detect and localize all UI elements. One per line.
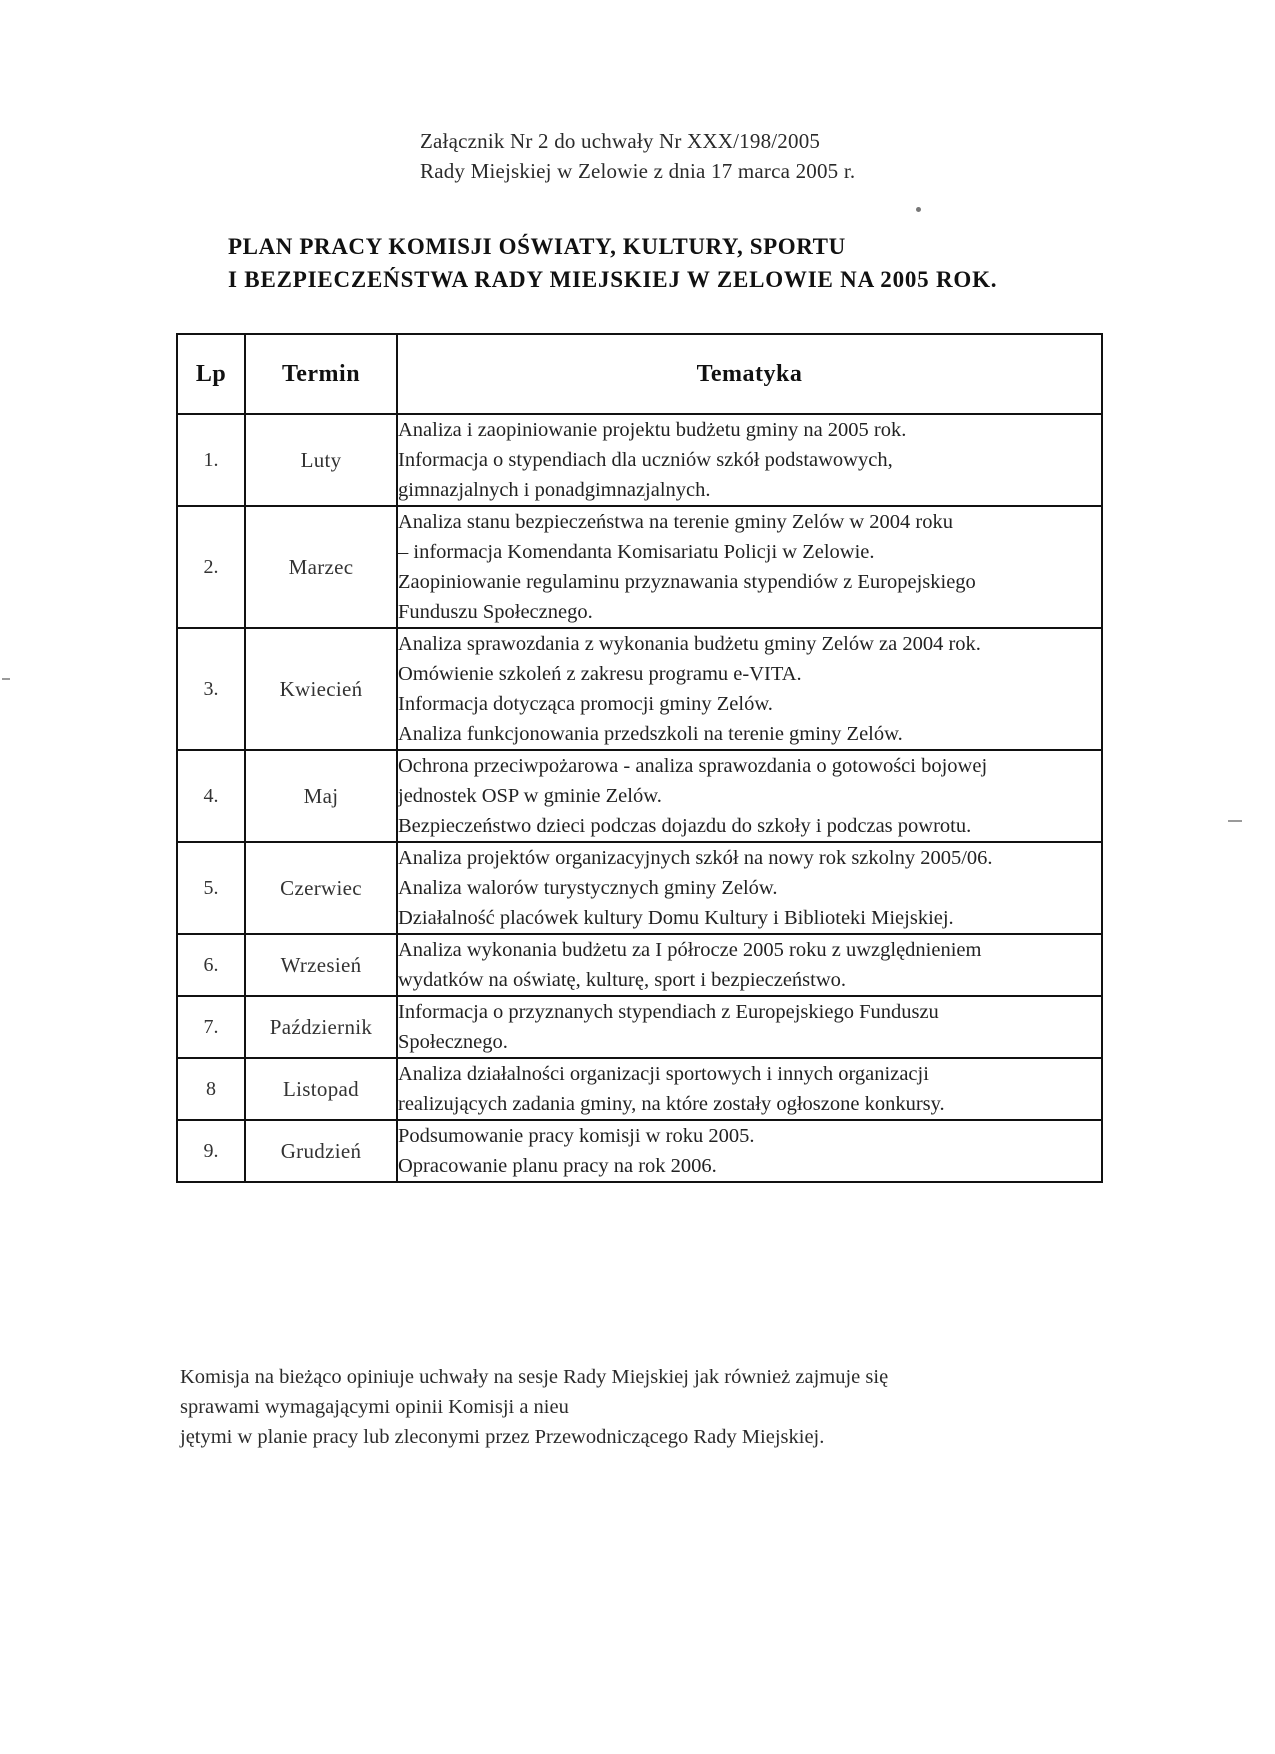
header-line-2: Rady Miejskiej w Zelowie z dnia 17 marca 2005 r. bbox=[420, 159, 856, 183]
row-topic bbox=[397, 996, 1102, 1058]
row-term: Czerwiec bbox=[245, 842, 397, 934]
topic-line: Informacja o stypendiach dla uczniów szkół podstawowych, bbox=[398, 449, 893, 471]
row-term: Listopad bbox=[245, 1058, 397, 1120]
table-body bbox=[177, 414, 1102, 1182]
topic-line: Informacja dotycząca promocji gminy Zelów. bbox=[398, 693, 773, 715]
row-number: 4. bbox=[177, 750, 245, 842]
title-line-1: PLAN PRACY KOMISJI OŚWIATY, KULTURY, SPORTU bbox=[228, 234, 846, 259]
row-term: Luty bbox=[245, 414, 397, 506]
table-row bbox=[177, 628, 1102, 750]
row-term: Maj bbox=[245, 750, 397, 842]
row-term: Kwiecień bbox=[245, 628, 397, 750]
topic-line: Opracowanie planu pracy na rok 2006. bbox=[398, 1155, 717, 1177]
table-row bbox=[177, 996, 1102, 1058]
row-topic bbox=[397, 628, 1102, 750]
title-line-2: I BEZPIECZEŃSTWA RADY MIEJSKIEJ W ZELOWIE NA 2005 ROK. bbox=[228, 267, 998, 292]
row-term: Grudzień bbox=[245, 1120, 397, 1182]
topic-line: realizujących zadania gminy, na które zostały ogłoszone konkursy. bbox=[398, 1093, 945, 1115]
table-row bbox=[177, 934, 1102, 996]
topic-line: Analiza i zaopiniowanie projektu budżetu gminy na 2005 rok. bbox=[398, 419, 907, 441]
row-topic bbox=[397, 842, 1102, 934]
topic-line: Analiza projektów organizacyjnych szkół na nowy rok szkolny 2005/06. bbox=[398, 847, 993, 869]
row-term: Marzec bbox=[245, 506, 397, 628]
table-row bbox=[177, 842, 1102, 934]
table-row bbox=[177, 506, 1102, 628]
topic-line: Funduszu Społecznego. bbox=[398, 601, 593, 623]
row-number: 6. bbox=[177, 934, 245, 996]
topic-line: Analiza stanu bezpieczeństwa na terenie gminy Zelów w 2004 roku bbox=[398, 511, 954, 533]
document-header bbox=[420, 126, 1020, 186]
document-footnote bbox=[180, 1362, 1100, 1452]
topic-line: wydatków na oświatę, kulturę, sport i bezpieczeństwo. bbox=[398, 969, 847, 991]
topic-line: Analiza funkcjonowania przedszkoli na terenie gminy Zelów. bbox=[398, 723, 903, 745]
column-header-lp: Lp bbox=[177, 334, 245, 414]
row-topic bbox=[397, 506, 1102, 628]
row-number: 3. bbox=[177, 628, 245, 750]
topic-line: Działalność placówek kultury Domu Kultury i Biblioteki Miejskiej. bbox=[398, 907, 954, 929]
topic-line: Ochrona przeciwpożarowa - analiza sprawozdania o gotowości bojowej bbox=[398, 755, 988, 777]
topic-line: gimnazjalnych i ponadgimnazjalnych. bbox=[398, 479, 711, 501]
table-row bbox=[177, 1120, 1102, 1182]
topic-line: Informacja o przyznanych stypendiach z Europejskiego Funduszu bbox=[398, 1001, 939, 1023]
topic-line: Analiza wykonania budżetu za I półrocze 2005 roku z uwzględnieniem bbox=[398, 939, 982, 961]
topic-line: Bezpieczeństwo dzieci podczas dojazdu do szkoły i podczas powrotu. bbox=[398, 815, 972, 837]
table-row bbox=[177, 1058, 1102, 1120]
topic-line: Omówienie szkoleń z zakresu programu e-VITA. bbox=[398, 663, 802, 685]
row-term: Październik bbox=[245, 996, 397, 1058]
column-header-tematyka: Tematyka bbox=[397, 334, 1102, 414]
work-plan-table bbox=[176, 333, 1103, 1183]
row-topic bbox=[397, 1120, 1102, 1182]
row-topic bbox=[397, 414, 1102, 506]
topic-line: Zaopiniowanie regulaminu przyznawania stypendiów z Europejskiego bbox=[398, 571, 976, 593]
row-number: 8 bbox=[177, 1058, 245, 1120]
row-number: 9. bbox=[177, 1120, 245, 1182]
topic-line: Analiza walorów turystycznych gminy Zelów. bbox=[398, 877, 778, 899]
row-topic bbox=[397, 1058, 1102, 1120]
footnote-line-2: sprawami wymagającymi opinii Komisji a nieu bbox=[180, 1396, 569, 1418]
topic-line: Społecznego. bbox=[398, 1031, 508, 1053]
footnote-line-3: jętymi w planie pracy lub zleconymi przez Przewodniczącego Rady Miejskiej. bbox=[180, 1426, 825, 1448]
row-number: 7. bbox=[177, 996, 245, 1058]
scan-artifact-right bbox=[1228, 820, 1242, 822]
header-line-1: Załącznik Nr 2 do uchwały Nr XXX/198/2005 bbox=[420, 129, 821, 153]
scan-artifact-dot bbox=[916, 207, 921, 212]
topic-line: jednostek OSP w gminie Zelów. bbox=[398, 785, 662, 807]
row-number: 2. bbox=[177, 506, 245, 628]
row-topic bbox=[397, 750, 1102, 842]
topic-line: – informacja Komendanta Komisariatu Policji w Zelowie. bbox=[398, 541, 875, 563]
column-header-termin: Termin bbox=[245, 334, 397, 414]
row-number: 1. bbox=[177, 414, 245, 506]
scan-artifact-left bbox=[2, 678, 10, 680]
footnote-line-1: Komisja na bieżąco opiniuje uchwały na sesje Rady Miejskiej jak również zajmuje się bbox=[180, 1366, 889, 1388]
table-row bbox=[177, 750, 1102, 842]
topic-line: Analiza sprawozdania z wykonania budżetu gminy Zelów za 2004 rok. bbox=[398, 633, 981, 655]
page-title bbox=[228, 230, 1088, 296]
table-header-row bbox=[177, 334, 1102, 414]
topic-line: Podsumowanie pracy komisji w roku 2005. bbox=[398, 1125, 755, 1147]
topic-line: Analiza działalności organizacji sportowych i innych organizacji bbox=[398, 1063, 929, 1085]
table-row bbox=[177, 414, 1102, 506]
row-term: Wrzesień bbox=[245, 934, 397, 996]
row-number: 5. bbox=[177, 842, 245, 934]
row-topic bbox=[397, 934, 1102, 996]
